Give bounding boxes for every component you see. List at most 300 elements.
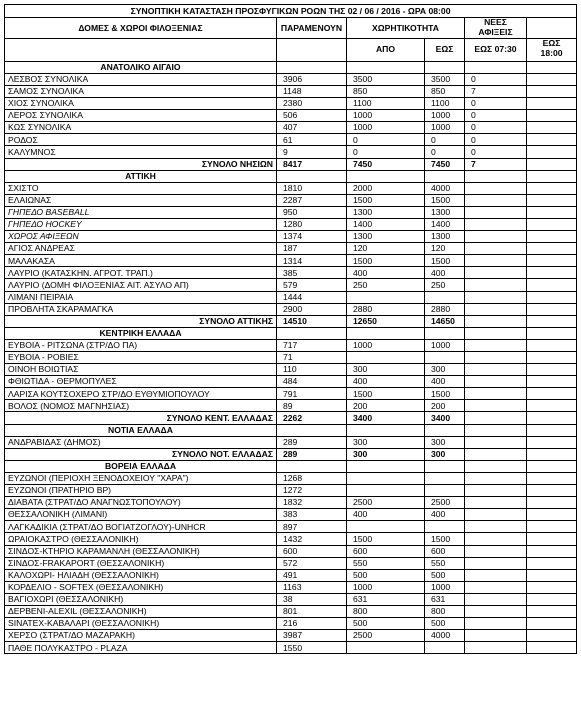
cell-n1800 (527, 231, 577, 243)
cell-n1800 (527, 315, 577, 327)
cell-to: 1300 (425, 206, 465, 218)
structure-name: ΒΑΓΙΟΧΩΡΙ (ΘΕΣΣΑΛΟΝΙΚΗ) (5, 593, 277, 605)
cell-from (347, 460, 425, 472)
section-row (5, 424, 577, 436)
table-row (5, 605, 577, 617)
structure-name: ΣΧΙΣΤΟ (5, 182, 277, 194)
cell-from: 400 (347, 267, 425, 279)
cell-staying: 385 (277, 267, 347, 279)
cell-n0730 (465, 376, 527, 388)
cell-staying: 8417 (277, 158, 347, 170)
cell-to: 1400 (425, 218, 465, 230)
cell-to: 800 (425, 605, 465, 617)
document-page (4, 4, 576, 654)
subheader-cap-to: ΕΩΣ (425, 38, 465, 61)
cell-from (347, 472, 425, 484)
cell-staying: 216 (277, 618, 347, 630)
table-row (5, 303, 577, 315)
structure-name: ΘΕΣΣΑΛΟΝΙΚΗ (ΛΙΜΑΝΙ) (5, 509, 277, 521)
cell-n1800 (527, 472, 577, 484)
table-row (5, 533, 577, 545)
cell-staying (277, 61, 347, 73)
cell-n0730 (465, 569, 527, 581)
cell-staying (277, 327, 347, 339)
table-row (5, 388, 577, 400)
table-row (5, 545, 577, 557)
structure-name: ΣΙΝΔΟΣ-ΚΤΗΡΙΟ ΚΑΡΑΜΑΝΛΗ (ΘΕΣΣΑΛΟΝΙΚΗ) (5, 545, 277, 557)
cell-staying: 2380 (277, 98, 347, 110)
cell-n1800 (527, 194, 577, 206)
cell-to: 120 (425, 243, 465, 255)
cell-n1800 (527, 485, 577, 497)
cell-n0730 (465, 255, 527, 267)
section-row (5, 327, 577, 339)
cell-n0730 (465, 642, 527, 654)
cell-to: 1500 (425, 388, 465, 400)
cell-n1800 (527, 569, 577, 581)
subheader-empty-2 (277, 38, 347, 61)
table-row (5, 243, 577, 255)
structure-name: ΠΡΟΒΛΗΤΑ ΣΚΑΡΑΜΑΓΚΑ (5, 303, 277, 315)
cell-n1800 (527, 618, 577, 630)
table-title: ΣΥΝΟΠΤΙΚΗ ΚΑΤΑΣΤΑΣΗ ΠΡΟΣΦΥΓΙΚΩΝ ΡΟΩΝ ΤΗΣ 02 / 06 / 2016 - ΩΡΑ 08:00 (5, 5, 577, 18)
cell-to: 0 (425, 134, 465, 146)
structure-name: ΣΙΝΔΟΣ-FRAKAPORT (ΘΕΣΣΑΛΟΝΙΚΗ) (5, 557, 277, 569)
cell-staying: 110 (277, 364, 347, 376)
cell-n0730: 0 (465, 110, 527, 122)
subheader-until-0730: ΕΩΣ 07:30 (465, 38, 527, 61)
cell-from: 1000 (347, 110, 425, 122)
cell-n0730 (465, 182, 527, 194)
cell-n0730: 0 (465, 134, 527, 146)
cell-n0730: 0 (465, 146, 527, 158)
structure-name: ΚΑΛΥΜΝΟΣ (5, 146, 277, 158)
cell-from: 1500 (347, 255, 425, 267)
cell-n1800 (527, 424, 577, 436)
cell-n1800 (527, 327, 577, 339)
cell-from (347, 170, 425, 182)
cell-n1800 (527, 279, 577, 291)
cell-n1800 (527, 581, 577, 593)
cell-n0730 (465, 194, 527, 206)
cell-from: 1500 (347, 388, 425, 400)
cell-from: 250 (347, 279, 425, 291)
total-label: ΣΥΝΟΛΟ ΑΤΤΙΚΗΣ (5, 315, 277, 327)
cell-from: 1000 (347, 581, 425, 593)
cell-n0730 (465, 436, 527, 448)
cell-staying: 1163 (277, 581, 347, 593)
cell-n1800 (527, 352, 577, 364)
cell-staying: 289 (277, 436, 347, 448)
cell-n0730 (465, 593, 527, 605)
structure-name: ΛΑΓΚΑΔΙΚΙΑ (ΣΤΡΑΤ/ΔΟ ΒΟΓΙΑΤΖΟΓΛΟΥ)-UNHCR (5, 521, 277, 533)
table-row (5, 436, 577, 448)
table-row (5, 364, 577, 376)
cell-n1800 (527, 339, 577, 351)
cell-n0730: 0 (465, 98, 527, 110)
cell-n0730 (465, 218, 527, 230)
cell-n1800 (527, 134, 577, 146)
cell-n0730 (465, 497, 527, 509)
refugee-flows-table (4, 4, 577, 654)
cell-n1800 (527, 146, 577, 158)
structure-name: ΔΕΡΒΕΝΙ-ALEXIL (ΘΕΣΣΑΛΟΝΙΚΗ) (5, 605, 277, 617)
cell-from: 600 (347, 545, 425, 557)
cell-staying: 484 (277, 376, 347, 388)
cell-to (425, 291, 465, 303)
table-row (5, 497, 577, 509)
cell-to: 300 (425, 448, 465, 460)
section-title: ΑΝΑΤΟΛΙΚΟ ΑΙΓΑΙΟ (5, 61, 277, 73)
cell-staying (277, 424, 347, 436)
cell-from: 2000 (347, 182, 425, 194)
cell-staying: 1550 (277, 642, 347, 654)
cell-from: 1300 (347, 206, 425, 218)
cell-from: 550 (347, 557, 425, 569)
cell-from: 12650 (347, 315, 425, 327)
cell-n1800 (527, 533, 577, 545)
structure-name: ΡΟΔΟΣ (5, 134, 277, 146)
cell-to: 7450 (425, 158, 465, 170)
table-row (5, 472, 577, 484)
cell-from: 120 (347, 243, 425, 255)
cell-staying: 14510 (277, 315, 347, 327)
structure-name: ΔΙΑΒΑΤΑ (ΣΤΡΑΤ/ΔΟ ΑΝΑΓΝΩΣΤΟΠΟΥΛΟΥ) (5, 497, 277, 509)
cell-to (425, 170, 465, 182)
cell-from (347, 352, 425, 364)
cell-n0730 (465, 557, 527, 569)
cell-from: 7450 (347, 158, 425, 170)
cell-from: 0 (347, 146, 425, 158)
cell-from: 500 (347, 569, 425, 581)
cell-staying: 407 (277, 122, 347, 134)
cell-to: 300 (425, 436, 465, 448)
structure-name: ΕΥΒΟΙΑ - ΡΟΒΙΕΣ (5, 352, 277, 364)
section-title: ΚΕΝΤΡΙΚΗ ΕΛΛΑΔΑ (5, 327, 277, 339)
cell-n0730 (465, 460, 527, 472)
cell-staying: 1268 (277, 472, 347, 484)
cell-from: 400 (347, 376, 425, 388)
structure-name: ΜΑΛΑΚΑΣΑ (5, 255, 277, 267)
table-row (5, 98, 577, 110)
cell-n0730: 0 (465, 122, 527, 134)
cell-n1800 (527, 436, 577, 448)
cell-staying: 897 (277, 521, 347, 533)
section-row (5, 170, 577, 182)
cell-from (347, 61, 425, 73)
table-row (5, 73, 577, 85)
table-row (5, 291, 577, 303)
cell-to: 2880 (425, 303, 465, 315)
cell-to (425, 642, 465, 654)
cell-n1800 (527, 460, 577, 472)
total-row (5, 448, 577, 460)
cell-n0730 (465, 327, 527, 339)
cell-n0730 (465, 303, 527, 315)
cell-n1800 (527, 170, 577, 182)
cell-n1800 (527, 61, 577, 73)
cell-n1800 (527, 158, 577, 170)
cell-to: 400 (425, 267, 465, 279)
cell-from: 3500 (347, 73, 425, 85)
subheader-row (5, 38, 577, 61)
cell-staying: 3906 (277, 73, 347, 85)
cell-n0730 (465, 339, 527, 351)
cell-from: 2880 (347, 303, 425, 315)
cell-staying: 506 (277, 110, 347, 122)
cell-to: 3500 (425, 73, 465, 85)
structure-name: ΟΙΝΟΗ ΒΟΙΩΤΙΑΣ (5, 364, 277, 376)
cell-to: 0 (425, 146, 465, 158)
table-row (5, 593, 577, 605)
structure-name: ΛΑΡΙΣΑ ΚΟΥΤΣΟΧΕΡΟ ΣΤΡ/ΔΟ ΕΥΘΥΜΙΟΠΟΥΛΟΥ (5, 388, 277, 400)
table-row (5, 255, 577, 267)
cell-from: 1500 (347, 194, 425, 206)
cell-to: 3400 (425, 412, 465, 424)
cell-n1800 (527, 110, 577, 122)
cell-staying: 3987 (277, 630, 347, 642)
cell-to: 1000 (425, 122, 465, 134)
cell-from: 1300 (347, 231, 425, 243)
section-row (5, 61, 577, 73)
structure-name: ΚΑΛΟΧΩΡΙ- ΗΛΙΑΔΗ (ΘΕΣΣΑΛΟΝΙΚΗ) (5, 569, 277, 581)
cell-to (425, 61, 465, 73)
cell-to (425, 352, 465, 364)
section-title: ΑΤΤΙΚΗ (5, 170, 277, 182)
cell-n1800 (527, 557, 577, 569)
structure-name: ΒΟΛΟΣ (ΝΟΜΟΣ ΜΑΓΝΗΣΙΑΣ) (5, 400, 277, 412)
cell-n0730 (465, 630, 527, 642)
cell-n0730 (465, 231, 527, 243)
table-row (5, 521, 577, 533)
structure-name: ΛΑΥΡΙΟ (ΚΑΤΑΣΚΗΝ. ΑΓΡΟΤ. ΤΡΑΠ.) (5, 267, 277, 279)
structure-name: ΛΑΥΡΙΟ (ΔΟΜΗ ΦΙΛΟΞΕΝΙΑΣ ΑΙΤ. ΑΣΥΛΟ ΑΠ) (5, 279, 277, 291)
table-title-row (5, 5, 577, 18)
cell-to (425, 485, 465, 497)
cell-staying: 2287 (277, 194, 347, 206)
cell-n0730 (465, 243, 527, 255)
cell-from (347, 521, 425, 533)
table-row (5, 194, 577, 206)
cell-staying: 1374 (277, 231, 347, 243)
cell-staying: 491 (277, 569, 347, 581)
table-row (5, 376, 577, 388)
cell-to: 1000 (425, 110, 465, 122)
cell-n1800 (527, 303, 577, 315)
cell-n1800 (527, 630, 577, 642)
cell-from (347, 291, 425, 303)
structure-name: ΠΑΘΕ ΠΟΛΥΚΑΣΤΡΟ - PLAZA (5, 642, 277, 654)
cell-staying: 2900 (277, 303, 347, 315)
total-row (5, 412, 577, 424)
structure-name: SINATEX-ΚΑΒΑΛΑΡΙ (ΘΕΣΣΑΛΟΝΙΚΗ) (5, 618, 277, 630)
cell-from: 3400 (347, 412, 425, 424)
header-row (5, 18, 577, 39)
table-row (5, 581, 577, 593)
cell-staying: 1832 (277, 497, 347, 509)
table-row (5, 218, 577, 230)
cell-to: 600 (425, 545, 465, 557)
cell-n1800 (527, 605, 577, 617)
cell-to: 4000 (425, 630, 465, 642)
cell-to: 1000 (425, 339, 465, 351)
cell-n0730 (465, 61, 527, 73)
section-title: ΝΟΤΙΑ ΕΛΛΑΔΑ (5, 424, 277, 436)
total-label: ΣΥΝΟΛΟ ΚΕΝΤ. ΕΛΛΑΔΑΣ (5, 412, 277, 424)
table-row (5, 485, 577, 497)
total-row (5, 158, 577, 170)
structure-name: ΛΕΣΒΟΣ ΣΥΝΟΛΙΚΑ (5, 73, 277, 85)
cell-to: 400 (425, 376, 465, 388)
section-row (5, 460, 577, 472)
structure-name: ΧΕΡΣΟ (ΣΤΡΑΤ/ΔΟ ΜΑΖΑΡΑΚΗ) (5, 630, 277, 642)
cell-n0730: 0 (465, 73, 527, 85)
cell-from: 0 (347, 134, 425, 146)
structure-name: ΧΩΡΟΣ ΑΦΙΞΕΩΝ (5, 231, 277, 243)
cell-n1800 (527, 243, 577, 255)
table-row (5, 182, 577, 194)
cell-staying: 38 (277, 593, 347, 605)
cell-n1800 (527, 206, 577, 218)
table-row (5, 642, 577, 654)
cell-n1800 (527, 521, 577, 533)
header-new-arrivals: ΝΕΕΣ ΑΦΙΞΕΙΣ (465, 18, 527, 39)
total-label: ΣΥΝΟΛΟ ΝΟΤ. ΕΛΛΑΔΑΣ (5, 448, 277, 460)
cell-from: 1400 (347, 218, 425, 230)
cell-n1800 (527, 182, 577, 194)
table-row (5, 339, 577, 351)
cell-staying: 89 (277, 400, 347, 412)
cell-staying: 71 (277, 352, 347, 364)
cell-n0730 (465, 267, 527, 279)
cell-to: 1300 (425, 231, 465, 243)
cell-to: 4000 (425, 182, 465, 194)
cell-to: 200 (425, 400, 465, 412)
cell-staying: 289 (277, 448, 347, 460)
cell-n0730 (465, 472, 527, 484)
total-label: ΣΥΝΟΛΟ ΝΗΣΙΩΝ (5, 158, 277, 170)
cell-from: 1100 (347, 98, 425, 110)
cell-n1800 (527, 448, 577, 460)
cell-from: 300 (347, 448, 425, 460)
cell-n0730: 7 (465, 158, 527, 170)
cell-from: 400 (347, 509, 425, 521)
cell-staying: 801 (277, 605, 347, 617)
table-row (5, 122, 577, 134)
cell-staying (277, 170, 347, 182)
cell-n1800 (527, 412, 577, 424)
structure-name: ΛΙΜΑΝΙ ΠΕΙΡΑΙΑ (5, 291, 277, 303)
cell-n1800 (527, 593, 577, 605)
structure-name: ΑΝΔΡΑΒΙΔΑΣ (ΔΗΜΟΣ) (5, 436, 277, 448)
cell-n0730 (465, 618, 527, 630)
table-row (5, 630, 577, 642)
cell-n1800 (527, 218, 577, 230)
cell-staying: 950 (277, 206, 347, 218)
cell-staying: 579 (277, 279, 347, 291)
table-row (5, 85, 577, 97)
structure-name: ΕΥΖΩΝΟΙ (ΠΕΡΙΟΧΗ ΞΕΝΟΔΟΧΕΙΟΥ "ΧΑΡΑ") (5, 472, 277, 484)
structure-name: ΚΟΡΔΕΛΙΟ - SOFTEX (ΘΕΣΣΑΛΟΝΙΚΗ) (5, 581, 277, 593)
structure-name: ΛΕΡΟΣ ΣΥΝΟΛΙΚΑ (5, 110, 277, 122)
cell-to: 14650 (425, 315, 465, 327)
cell-n1800 (527, 545, 577, 557)
cell-n1800 (527, 376, 577, 388)
structure-name: ΦΘΙΩΤΙΔΑ - ΘΕΡΜΟΠΥΛΕΣ (5, 376, 277, 388)
cell-n1800 (527, 642, 577, 654)
cell-from: 2500 (347, 497, 425, 509)
cell-to: 631 (425, 593, 465, 605)
cell-staying: 1272 (277, 485, 347, 497)
cell-from: 1000 (347, 122, 425, 134)
structure-name: ΚΩΣ ΣΥΝΟΛΙΚΑ (5, 122, 277, 134)
table-row (5, 509, 577, 521)
cell-n1800 (527, 98, 577, 110)
cell-from: 300 (347, 364, 425, 376)
cell-n0730 (465, 581, 527, 593)
cell-n1800 (527, 291, 577, 303)
cell-n1800 (527, 122, 577, 134)
table-row (5, 400, 577, 412)
structure-name: ΧΙΟΣ ΣΥΝΟΛΙΚΑ (5, 98, 277, 110)
header-capacity: ΧΩΡΗΤΙΚΟΤΗΤΑ (347, 18, 465, 39)
header-staying: ΠΑΡΑΜΕΝΟΥΝ (277, 18, 347, 39)
cell-n0730 (465, 509, 527, 521)
structure-name: ΕΥΒΟΙΑ - ΡΙΤΣΩΝΑ (ΣΤΡ/ΔΟ ΠΑ) (5, 339, 277, 351)
structure-name: ΓΗΠΕΔΟ HOCKEY (5, 218, 277, 230)
cell-n0730 (465, 412, 527, 424)
cell-from: 500 (347, 618, 425, 630)
cell-n1800 (527, 85, 577, 97)
cell-to (425, 521, 465, 533)
cell-staying: 1280 (277, 218, 347, 230)
section-title: ΒΟΡΕΙΑ ΕΛΛΑΔΑ (5, 460, 277, 472)
cell-n1800 (527, 255, 577, 267)
cell-staying: 600 (277, 545, 347, 557)
cell-to: 1100 (425, 98, 465, 110)
table-row (5, 146, 577, 158)
cell-n1800 (527, 497, 577, 509)
cell-to (425, 327, 465, 339)
table-row (5, 134, 577, 146)
cell-to: 250 (425, 279, 465, 291)
table-row (5, 279, 577, 291)
cell-from: 1000 (347, 339, 425, 351)
cell-staying: 791 (277, 388, 347, 400)
table-row (5, 110, 577, 122)
cell-staying: 572 (277, 557, 347, 569)
cell-n0730 (465, 352, 527, 364)
header-empty (527, 18, 577, 39)
cell-from: 300 (347, 436, 425, 448)
cell-staying: 383 (277, 509, 347, 521)
cell-n0730 (465, 605, 527, 617)
cell-staying: 9 (277, 146, 347, 158)
cell-staying: 717 (277, 339, 347, 351)
cell-staying: 1432 (277, 533, 347, 545)
cell-n1800 (527, 388, 577, 400)
cell-n0730 (465, 315, 527, 327)
cell-n0730 (465, 170, 527, 182)
cell-n0730 (465, 533, 527, 545)
cell-n1800 (527, 400, 577, 412)
cell-staying: 61 (277, 134, 347, 146)
table-row (5, 231, 577, 243)
cell-staying (277, 460, 347, 472)
cell-staying: 2262 (277, 412, 347, 424)
structure-name: ΑΓΙΟΣ ΑΝΔΡΕΑΣ (5, 243, 277, 255)
cell-n1800 (527, 509, 577, 521)
